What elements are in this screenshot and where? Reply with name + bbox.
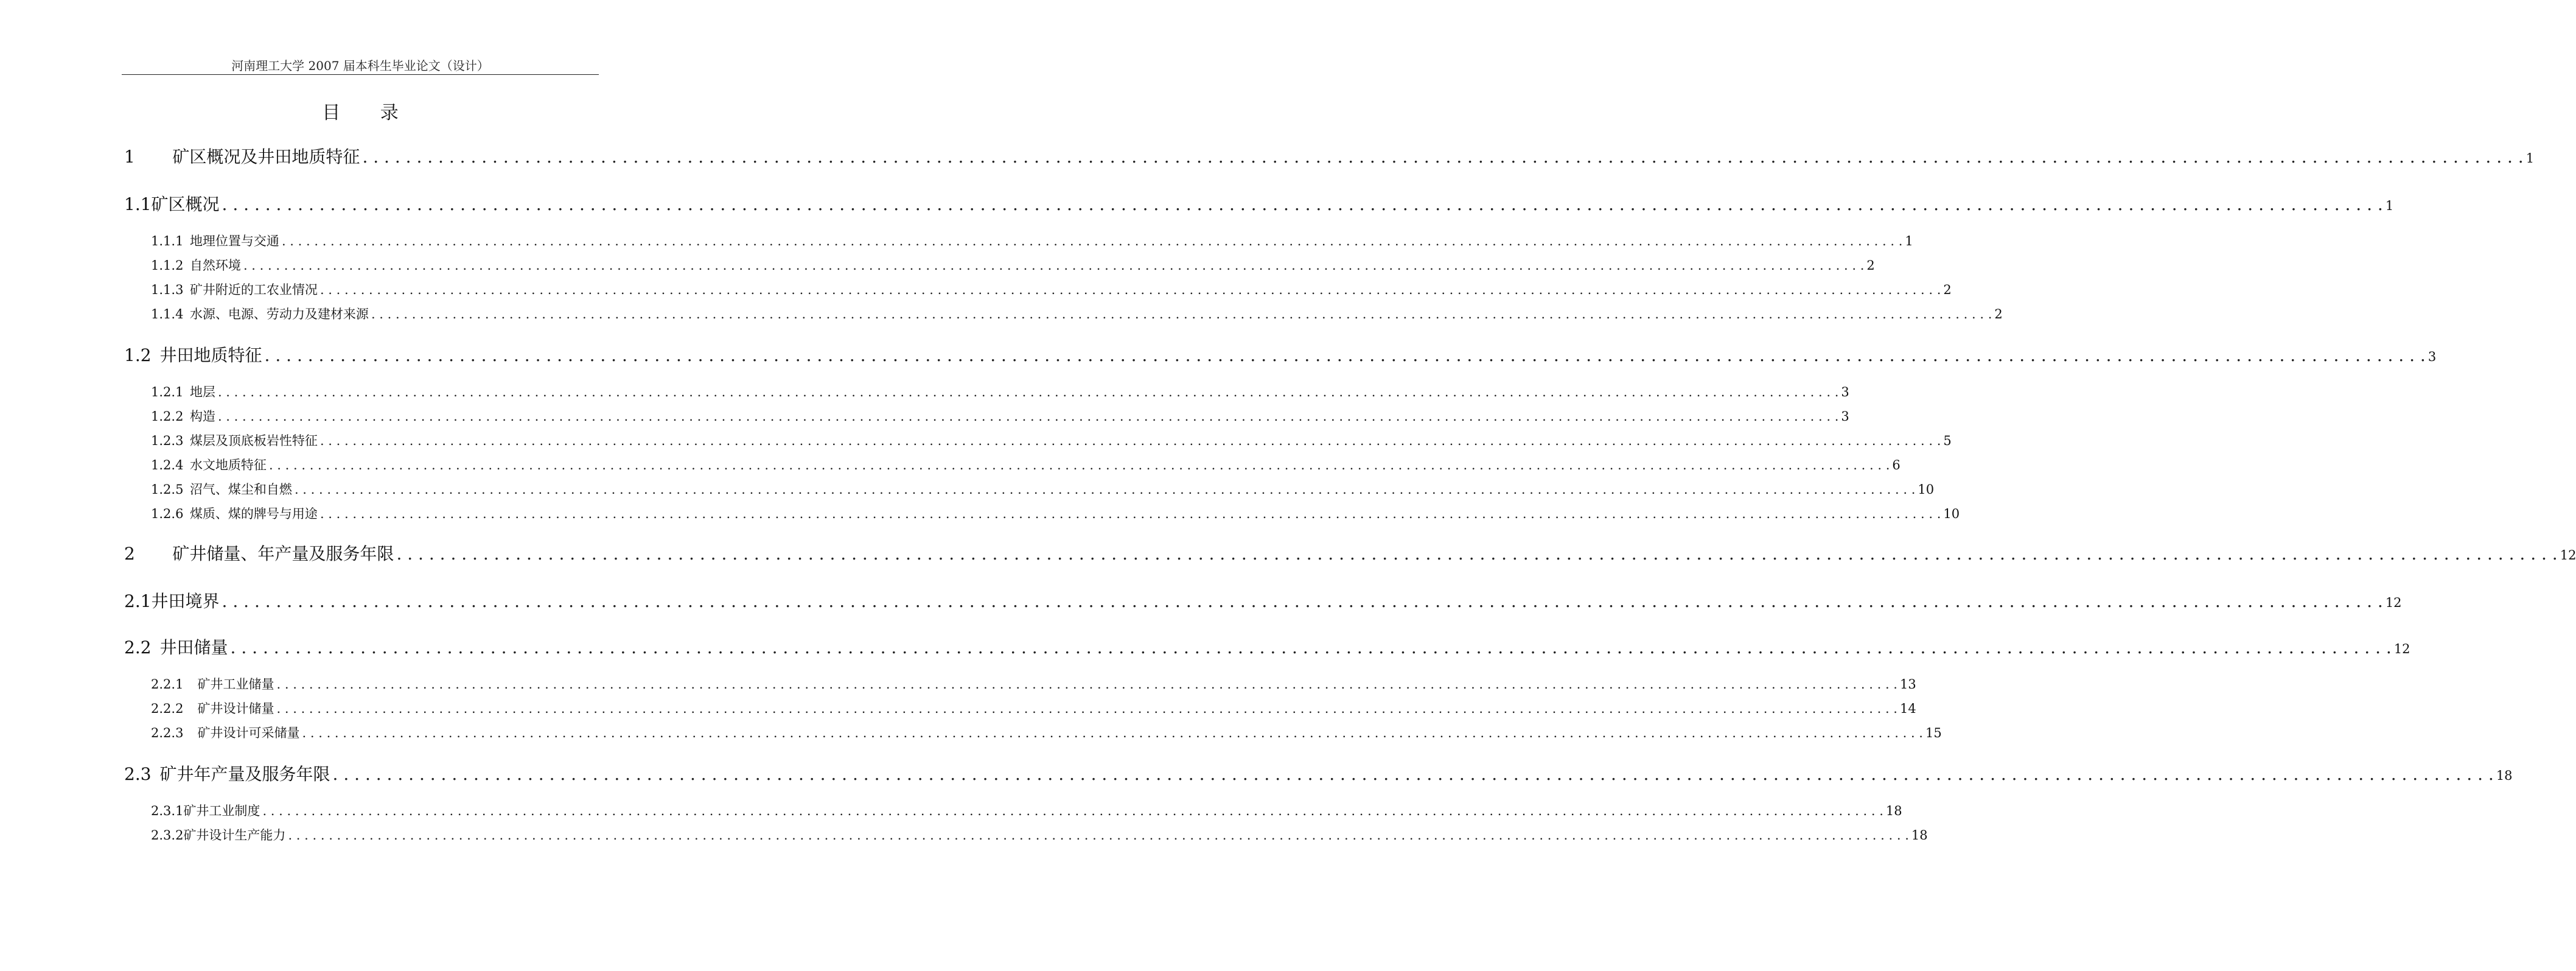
toc-entry-number: 1.1 (124, 194, 152, 214)
toc-leader-dots: . . . . . . . . . . . . . . . . . . . . . . . . . . . . . . . . . . . . . . . . . . . . . . . . . . . . . . . . . . . . . . . . . . . . . . . . . . . . . . . . . . . . . . . . . . . . . . . . . . . . . . . . . . . . . . . . . . . . . . . . . . . . . . . . . . . . . . . . . . . . . . . . . . . . . . . . . . . . . . . . . . . . . . . . . . . . . . . . . . . . . . . . . . . . . . . . . . . . . . . . (268, 458, 1890, 472)
toc-entry-number: 1.2.5 (151, 482, 184, 497)
toc-entry-number: 2.3 (124, 764, 152, 784)
toc-section-entry[interactable] (151, 280, 1952, 298)
toc-section-entry[interactable] (151, 256, 1875, 274)
running-header: 河南理工大学 2007 届本科生毕业论文（设计） (231, 58, 489, 73)
toc-entry-page: 15 (1925, 726, 1942, 740)
toc-leader-dots: . . . . . . . . . . . . . . . . . . . . . . . . . . . . . . . . . . . . . . . . . . . . . . . . . . . . . . . . . . . . . . . . . . . . . . . . . . . . . . . . . . . . . . . . . . . . . . . . . . . . . . . . . . . . . . . . . . . . . . . . . . . . . . . . . . . . . . . . . . . . . . . . . . . . . . . . . . . . . . . . . . . . . . . . . . . . . . . . . . . . . . . . . . . . . . . . . . . . . . . . (302, 726, 1923, 740)
toc-leader-dots: . . . . . . . . . . . . . . . . . . . . . . . . . . . . . . . . . . . . . . . . . . . . . . . . . . . . . . . . . . . . . . . . . . . . . . . . . . . . . . . . . . . . . . . . . . . . . . . . . . . . . . . . . . . . . . . . . . . . . . . . . . . . . . . . . . . . . . . . . . . . . . . . . . . . . . . . . . . . . . . . . . . . . . . . . . . . . . . . . . . . . . . . . . . . . . . . . . . . . . . . (230, 637, 2392, 657)
toc-entry-number: 2.2.3 (151, 726, 184, 740)
toc-entry-title: 矿区概况 (151, 194, 220, 214)
toc-section-entry[interactable] (151, 407, 1849, 425)
toc-leader-dots: . . . . . . . . . . . . . . . . . . . . . . . . . . . . . . . . . . . . . . . . . . . . . . . . . . . . . . . . . . . . . . . . . . . . . . . . . . . . . . . . . . . . . . . . . . . . . . . . . . . . . . . . . . . . . . . . . . . . . . . . . . . . . . . . . . . . . . . . . . . . . . . . . . . . . . . . . . . . . . . . . . . . . . . . . . . . . . . . . . . . . . . . . . . . . . . . . . . . . . . . (222, 591, 2383, 611)
toc-section-entry[interactable] (151, 504, 1960, 522)
toc-entry-page: 3 (2428, 349, 2437, 364)
toc-section-entry[interactable] (151, 382, 1849, 401)
toc-entry-number: 2.3.2 (151, 828, 184, 843)
toc-entry-title: 地理位置与交通 (189, 234, 279, 248)
toc-entry-number: 2.2 (124, 637, 152, 657)
toc-section-entry[interactable] (151, 304, 2003, 323)
toc-entry-number: 1.2.2 (151, 409, 184, 424)
toc-leader-dots: . . . . . . . . . . . . . . . . . . . . . . . . . . . . . . . . . . . . . . . . . . . . . . . . . . . . . . . . . . . . . . . . . . . . . . . . . . . . . . . . . . . . . . . . . . . . . . . . . . . . . . . . . . . . . . . . . . . . . . . . . . . . . . . . . . . . . . . . . . . . . . . . . . . . . . . . . . . . . . . . . . . . . . . . . . . . . . . . . . . . . . . . . . . . . . . . . . . . . . . . (332, 764, 2494, 784)
toc-chapter-entry[interactable] (124, 761, 2513, 785)
toc-entry-page: 1 (2385, 198, 2394, 213)
toc-entry-number: 2.1 (124, 591, 152, 611)
toc-leader-dots: . . . . . . . . . . . . . . . . . . . . . . . . . . . . . . . . . . . . . . . . . . . . . . . . . . . . . . . . . . . . . . . . . . . . . . . . . . . . . . . . . . . . . . . . . . . . . . . . . . . . . . . . . . . . . . . . . . . . . . . . . . . . . . . . . . . . . . . . . . . . . . . . . . . . . . . . . . . . . . . . . . . . . . . . . . . . . . . . . . . . . . . . . . . . . . . . . . . . . . . . (319, 507, 1941, 521)
toc-leader-dots: . . . . . . . . . . . . . . . . . . . . . . . . . . . . . . . . . . . . . . . . . . . . . . . . . . . . . . . . . . . . . . . . . . . . . . . . . . . . . . . . . . . . . . . . . . . . . . . . . . . . . . . . . . . . . . . . . . . . . . . . . . . . . . . . . . . . . . . . . . . . . . . . . . . . . . . . . . . . . . . . . . . . . . . . . . . . . . . . . . . . . . . . . . . . . . . . . . . . . . . . (222, 194, 2383, 214)
toc-leader-dots: . . . . . . . . . . . . . . . . . . . . . . . . . . . . . . . . . . . . . . . . . . . . . . . . . . . . . . . . . . . . . . . . . . . . . . . . . . . . . . . . . . . . . . . . . . . . . . . . . . . . . . . . . . . . . . . . . . . . . . . . . . . . . . . . . . . . . . . . . . . . . . . . . . . . . . . . . . . . . . . . . . . . . . . . . . . . . . . . . . . . . . . . . . . . . . . . . . . . . . . . (262, 804, 1883, 818)
toc-entry-page: 6 (1892, 458, 1901, 472)
toc-entry-number: 1.2.6 (151, 507, 184, 521)
toc-chapter-entry[interactable] (124, 541, 2576, 565)
toc-section-entry[interactable] (151, 455, 1901, 474)
toc-chapter-entry[interactable] (124, 588, 2402, 612)
toc-chapter-entry[interactable] (124, 634, 2410, 659)
toc-entry-title: 矿井年产量及服务年限 (159, 764, 330, 784)
toc-entry-title: 矿区概况及井田地质特征 (172, 147, 360, 167)
toc-entry-page: 2 (1866, 258, 1875, 273)
toc-title: 目 录 (322, 102, 416, 124)
toc-leader-dots: . . . . . . . . . . . . . . . . . . . . . . . . . . . . . . . . . . . . . . . . . . . . . . . . . . . . . . . . . . . . . . . . . . . . . . . . . . . . . . . . . . . . . . . . . . . . . . . . . . . . . . . . . . . . . . . . . . . . . . . . . . . . . . . . . . . . . . . . . . . . . . . . . . . . . . . . . . . . . . . . . . . . . . . . . . . . . . . . . . . . . . . . . . . . . . . . . . . . . . . . (319, 282, 1941, 297)
toc-chapter-entry[interactable] (124, 144, 2535, 168)
toc-section-entry[interactable] (151, 480, 1935, 498)
toc-leader-dots: . . . . . . . . . . . . . . . . . . . . . . . . . . . . . . . . . . . . . . . . . . . . . . . . . . . . . . . . . . . . . . . . . . . . . . . . . . . . . . . . . . . . . . . . . . . . . . . . . . . . . . . . . . . . . . . . . . . . . . . . . . . . . . . . . . . . . . . . . . . . . . . . . . . . . . . . . . . . . . . . . . . . . . . . . . . . . . . . . . . . . . . . . . . . . . . . . . . . . . . . (276, 677, 1897, 692)
toc-entry-page: 12 (2385, 595, 2402, 610)
toc-entry-title: 矿井设计储量 (197, 701, 274, 716)
toc-entry-title: 矿井工业制度 (183, 804, 260, 818)
toc-entry-title: 矿井附近的工农业情况 (189, 282, 318, 297)
toc-entry-title: 井田储量 (159, 637, 228, 657)
toc-entry-title: 矿井工业储量 (197, 677, 274, 692)
toc-entry-page: 13 (1899, 677, 1916, 692)
toc-entry-title: 沼气、煤尘和自燃 (189, 482, 292, 497)
toc-entry-page: 18 (1885, 804, 1902, 818)
toc-entry-title: 煤层及顶底板岩性特征 (189, 433, 318, 448)
toc-entry-page: 10 (1918, 482, 1935, 497)
toc-entry-number: 1.1.2 (151, 258, 184, 273)
toc-entry-number: 2.2.2 (151, 701, 184, 716)
toc-entry-number: 1.2 (124, 345, 152, 365)
toc-entry-page: 1 (2525, 151, 2535, 166)
toc-entry-title: 井田境界 (151, 591, 220, 611)
toc-entry-number: 1.2.3 (151, 433, 184, 448)
toc-entry-page: 1 (1905, 234, 1913, 248)
toc-leader-dots: . . . . . . . . . . . . . . . . . . . . . . . . . . . . . . . . . . . . . . . . . . . . . . . . . . . . . . . . . . . . . . . . . . . . . . . . . . . . . . . . . . . . . . . . . . . . . . . . . . . . . . . . . . . . . . . . . . . . . . . . . . . . . . . . . . . . . . . . . . . . . . . . . . . . . . . . . . . . . . . . . . . . . . . . . . . . . . . . . . . . . . . . . . . . . . . . . . . . . . . . (396, 544, 2558, 564)
toc-entry-number: 1.1.4 (151, 307, 184, 321)
toc-leader-dots: . . . . . . . . . . . . . . . . . . . . . . . . . . . . . . . . . . . . . . . . . . . . . . . . . . . . . . . . . . . . . . . . . . . . . . . . . . . . . . . . . . . . . . . . . . . . . . . . . . . . . . . . . . . . . . . . . . . . . . . . . . . . . . . . . . . . . . . . . . . . . . . . . . . . . . . . . . . . . . . . . . . . . . . . . . . . . . . . . . . . . . . . . . . . . . . . . . . . . . . . (319, 433, 1941, 448)
toc-entry-number: 1.2.4 (151, 458, 184, 472)
toc-entry-title: 地层 (189, 385, 215, 399)
toc-leader-dots: . . . . . . . . . . . . . . . . . . . . . . . . . . . . . . . . . . . . . . . . . . . . . . . . . . . . . . . . . . . . . . . . . . . . . . . . . . . . . . . . . . . . . . . . . . . . . . . . . . . . . . . . . . . . . . . . . . . . . . . . . . . . . . . . . . . . . . . . . . . . . . . . . . . . . . . . . . . . . . . . . . . . . . . . . . . . . . . . . . . . . . . . . . . . . . . . . . . . . . . . (264, 345, 2426, 365)
toc-leader-dots: . . . . . . . . . . . . . . . . . . . . . . . . . . . . . . . . . . . . . . . . . . . . . . . . . . . . . . . . . . . . . . . . . . . . . . . . . . . . . . . . . . . . . . . . . . . . . . . . . . . . . . . . . . . . . . . . . . . . . . . . . . . . . . . . . . . . . . . . . . . . . . . . . . . . . . . . . . . . . . . . . . . . . . . . . . . . . . . . . . . . . . . . . . . . . . . . . . . . . . . . (362, 147, 2524, 167)
toc-entry-number: 1.1.3 (151, 282, 184, 297)
toc-section-entry[interactable] (151, 431, 1952, 449)
toc-entry-number: 2.2.1 (151, 677, 184, 692)
toc-entry-title: 矿井储量、年产量及服务年限 (172, 544, 394, 564)
toc-section-entry[interactable] (151, 699, 1916, 717)
toc-leader-dots: . . . . . . . . . . . . . . . . . . . . . . . . . . . . . . . . . . . . . . . . . . . . . . . . . . . . . . . . . . . . . . . . . . . . . . . . . . . . . . . . . . . . . . . . . . . . . . . . . . . . . . . . . . . . . . . . . . . . . . . . . . . . . . . . . . . . . . . . . . . . . . . . . . . . . . . . . . . . . . . . . . . . . . . . . . . . . . . . . . . . . . . . . . . . . . . . . . . . . . . . (276, 701, 1897, 716)
toc-section-entry[interactable] (151, 826, 1928, 844)
toc-entry-title: 矿井设计可采储量 (197, 726, 300, 740)
toc-entry-page: 5 (1943, 433, 1952, 448)
toc-leader-dots: . . . . . . . . . . . . . . . . . . . . . . . . . . . . . . . . . . . . . . . . . . . . . . . . . . . . . . . . . . . . . . . . . . . . . . . . . . . . . . . . . . . . . . . . . . . . . . . . . . . . . . . . . . . . . . . . . . . . . . . . . . . . . . . . . . . . . . . . . . . . . . . . . . . . . . . . . . . . . . . . . . . . . . . . . . . . . . . . . . . . . . . . . . . . . . . . . . . . . . . . (288, 828, 1909, 843)
toc-entry-number: 2.3.1 (151, 804, 184, 818)
toc-chapter-entry[interactable] (124, 342, 2437, 366)
toc-entry-number: 1.2.1 (151, 385, 184, 399)
toc-entry-title: 水源、电源、劳动力及建材来源 (189, 307, 369, 321)
toc-entry-page: 12 (2393, 642, 2410, 656)
toc-section-entry[interactable] (151, 723, 1942, 741)
toc-leader-dots: . . . . . . . . . . . . . . . . . . . . . . . . . . . . . . . . . . . . . . . . . . . . . . . . . . . . . . . . . . . . . . . . . . . . . . . . . . . . . . . . . . . . . . . . . . . . . . . . . . . . . . . . . . . . . . . . . . . . . . . . . . . . . . . . . . . . . . . . . . . . . . . . . . . . . . . . . . . . . . . . . . . . . . . . . . . . . . . . . . . . . . . . . . . . . . . . . . . . . . . . (217, 409, 1839, 424)
toc-leader-dots: . . . . . . . . . . . . . . . . . . . . . . . . . . . . . . . . . . . . . . . . . . . . . . . . . . . . . . . . . . . . . . . . . . . . . . . . . . . . . . . . . . . . . . . . . . . . . . . . . . . . . . . . . . . . . . . . . . . . . . . . . . . . . . . . . . . . . . . . . . . . . . . . . . . . . . . . . . . . . . . . . . . . . . . . . . . . . . . . . . . . . . . . . . . . . . . . . . . . . . . . (281, 234, 1903, 248)
toc-entry-page: 18 (2496, 768, 2513, 783)
toc-entry-title: 煤质、煤的牌号与用途 (189, 507, 318, 521)
toc-entry-title: 水文地质特征 (189, 458, 267, 472)
toc-entry-page: 3 (1841, 409, 1849, 424)
toc-entry-page: 3 (1841, 385, 1849, 399)
toc-entry-page: 18 (1911, 828, 1928, 843)
toc-entry-page: 2 (1943, 282, 1952, 297)
toc-leader-dots: . . . . . . . . . . . . . . . . . . . . . . . . . . . . . . . . . . . . . . . . . . . . . . . . . . . . . . . . . . . . . . . . . . . . . . . . . . . . . . . . . . . . . . . . . . . . . . . . . . . . . . . . . . . . . . . . . . . . . . . . . . . . . . . . . . . . . . . . . . . . . . . . . . . . . . . . . . . . . . . . . . . . . . . . . . . . . . . . . . . . . . . . . . . . . . . . . . . . . . . . (371, 307, 1992, 321)
toc-entry-page: 14 (1899, 701, 1916, 716)
toc-leader-dots: . . . . . . . . . . . . . . . . . . . . . . . . . . . . . . . . . . . . . . . . . . . . . . . . . . . . . . . . . . . . . . . . . . . . . . . . . . . . . . . . . . . . . . . . . . . . . . . . . . . . . . . . . . . . . . . . . . . . . . . . . . . . . . . . . . . . . . . . . . . . . . . . . . . . . . . . . . . . . . . . . . . . . . . . . . . . . . . . . . . . . . . . . . . . . . . . . . . . . . . . (243, 258, 1865, 273)
toc-section-entry[interactable] (151, 801, 1902, 819)
toc-entry-page: 2 (1994, 307, 2003, 321)
toc-entry-title: 井田地质特征 (159, 345, 262, 365)
toc-entry-page: 10 (1943, 507, 1960, 521)
toc-leader-dots: . . . . . . . . . . . . . . . . . . . . . . . . . . . . . . . . . . . . . . . . . . . . . . . . . . . . . . . . . . . . . . . . . . . . . . . . . . . . . . . . . . . . . . . . . . . . . . . . . . . . . . . . . . . . . . . . . . . . . . . . . . . . . . . . . . . . . . . . . . . . . . . . . . . . . . . . . . . . . . . . . . . . . . . . . . . . . . . . . . . . . . . . . . . . . . . . . . . . . . . . (217, 385, 1839, 399)
toc-entry-title: 构造 (189, 409, 215, 424)
toc-entry-title: 自然环境 (189, 258, 241, 273)
toc-entry-number: 1.1.1 (151, 234, 184, 248)
toc-leader-dots: . . . . . . . . . . . . . . . . . . . . . . . . . . . . . . . . . . . . . . . . . . . . . . . . . . . . . . . . . . . . . . . . . . . . . . . . . . . . . . . . . . . . . . . . . . . . . . . . . . . . . . . . . . . . . . . . . . . . . . . . . . . . . . . . . . . . . . . . . . . . . . . . . . . . . . . . . . . . . . . . . . . . . . . . . . . . . . . . . . . . . . . . . . . . . . . . . . . . . . . . (294, 482, 1916, 497)
toc-entry-number: 1 (124, 147, 135, 167)
toc-section-entry[interactable] (151, 675, 1916, 693)
toc-chapter-entry[interactable] (124, 191, 2394, 216)
toc-entry-page: 12 (2560, 548, 2576, 563)
toc-entry-number: 2 (124, 544, 135, 564)
toc-entry-title: 矿井设计生产能力 (183, 828, 286, 843)
toc-section-entry[interactable] (151, 231, 1913, 250)
